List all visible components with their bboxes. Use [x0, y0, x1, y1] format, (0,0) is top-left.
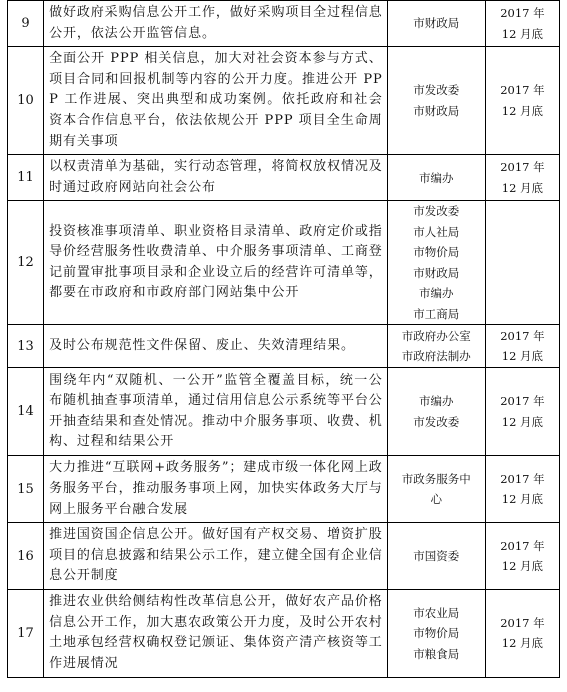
table-row — [8, 523, 560, 590]
task-table — [7, 0, 560, 678]
task-description: 做好政府采购信息公开工作，做好采购项目全过程信息公开，依法公开监管信息。 — [44, 1, 388, 47]
task-description: 围绕年内“双随机、一公开”监管全覆盖目标，统一公布随机抽查事项清单，通过信用信息公示系统等平台公开抽查结果和查处情况。推动中介服务事项、收费、机构、过程和结果公开 — [44, 368, 388, 456]
deadline-month: 12 月底 — [501, 26, 544, 41]
table-row — [8, 368, 560, 456]
table-row — [8, 201, 560, 325]
row-number: 13 — [8, 325, 44, 368]
deadline-year: 2017 年 — [500, 538, 545, 553]
deadline-month: 12 月底 — [501, 414, 544, 429]
department-name: 市财政局 — [413, 16, 460, 31]
department-name: 市物价局 — [413, 626, 460, 641]
deadline — [485, 589, 559, 677]
task-description: 推进国资国企信息公开。做好国有产权交易、增资扩股项目的信息披露和结果公示工作，建立健全国有企业信息公开制度 — [44, 523, 388, 590]
department-name: 市编办 — [419, 394, 454, 409]
deadline-year: 2017 年 — [500, 615, 545, 630]
department-name: 市发改委 — [413, 83, 460, 98]
responsible-departments — [387, 1, 485, 47]
department-name: 市发改委 — [413, 204, 460, 219]
department-name: 市编办 — [419, 286, 454, 301]
row-number: 10 — [8, 47, 44, 155]
department-name: 市人社局 — [413, 224, 460, 239]
responsible-departments — [387, 589, 485, 677]
deadline — [485, 523, 559, 590]
deadline-year: 2017 年 — [500, 471, 545, 486]
department-name: 市财政局 — [413, 265, 460, 280]
table-row — [8, 47, 560, 155]
responsible-departments — [387, 368, 485, 456]
deadline — [485, 456, 559, 523]
deadline-month: 12 月底 — [501, 492, 544, 507]
table-row — [8, 589, 560, 677]
task-description: 全面公开 PPP 相关信息，加大对社会资本参与方式、项目合同和回报机制等内容的公开力度。推进公开 PPP 工作进展、突出典型和成功案例。依托政府和社会资本合作信息平台，依法依规公开 PPP 项目全生命周期有关事项 — [44, 47, 388, 155]
department-name: 市粮食局 — [413, 646, 460, 661]
responsible-departments — [387, 523, 485, 590]
department-name: 市工商局 — [413, 306, 460, 321]
responsible-departments — [387, 47, 485, 155]
deadline-month: 12 月底 — [501, 559, 544, 574]
deadline — [485, 47, 559, 155]
row-number: 11 — [8, 155, 44, 201]
task-description: 推进农业供给侧结构性改革信息公开，做好农产品价格信息公开工作，加大惠农政策公开力度，及时公开农村土地承包经营权确权登记颁证、集体资产清产核资等工作进展情况 — [44, 589, 388, 677]
row-number: 15 — [8, 456, 44, 523]
deadline-month: 12 月底 — [501, 349, 544, 364]
deadline-month: 12 月底 — [501, 103, 544, 118]
responsible-departments — [387, 155, 485, 201]
department-name: 市国资委 — [413, 548, 460, 563]
department-name: 市发改委 — [413, 414, 460, 429]
responsible-departments — [387, 456, 485, 523]
deadline-month: 12 月底 — [501, 636, 544, 651]
department-name: 市政府法制办 — [401, 349, 471, 364]
row-number: 16 — [8, 523, 44, 590]
department-name: 市财政局 — [413, 103, 460, 118]
deadline-year: 2017 年 — [500, 394, 545, 409]
deadline — [485, 155, 559, 201]
task-table-body — [8, 1, 560, 678]
department-name: 市政府办公室 — [401, 328, 471, 343]
deadline-year: 2017 年 — [500, 83, 545, 98]
deadline — [485, 325, 559, 368]
deadline-year: 2017 年 — [500, 160, 545, 175]
task-description: 以权责清单为基础，实行动态管理，将简权放权情况及时通过政府网站向社会公布 — [44, 155, 388, 201]
row-number: 17 — [8, 589, 44, 677]
row-number: 12 — [8, 201, 44, 325]
task-description: 投资核准事项清单、职业资格目录清单、政府定价或指导价经营服务性收费清单、中介服务事项清单、工商登记前置审批事项目录和企业设立后的经营许可清单等，都要在市政府和市政府部门网站集中公开 — [44, 201, 388, 325]
table-row — [8, 1, 560, 47]
deadline-year: 2017 年 — [500, 6, 545, 21]
deadline-month: 12 月底 — [501, 180, 544, 195]
task-description: 大力推进“互联网+政务服务”；建成市级一体化网上政务服务平台，推动服务事项上网，加快实体政务大厅与网上服务平台融合发展 — [44, 456, 388, 523]
department-name: 市政务服务中 — [401, 471, 471, 486]
table-row — [8, 456, 560, 523]
responsible-departments — [387, 201, 485, 325]
deadline — [485, 368, 559, 456]
responsible-departments — [387, 325, 485, 368]
deadline-year: 2017 年 — [500, 328, 545, 343]
task-description: 及时公布规范性文件保留、废止、失效清理结果。 — [44, 325, 388, 368]
deadline — [485, 1, 559, 47]
department-name: 市编办 — [419, 170, 454, 185]
row-number: 14 — [8, 368, 44, 456]
department-name: 市农业局 — [413, 605, 460, 620]
department-name: 市物价局 — [413, 245, 460, 260]
deadline — [485, 201, 559, 325]
table-row — [8, 325, 560, 368]
row-number: 9 — [8, 1, 44, 47]
department-name: 心 — [430, 492, 442, 507]
table-row — [8, 155, 560, 201]
